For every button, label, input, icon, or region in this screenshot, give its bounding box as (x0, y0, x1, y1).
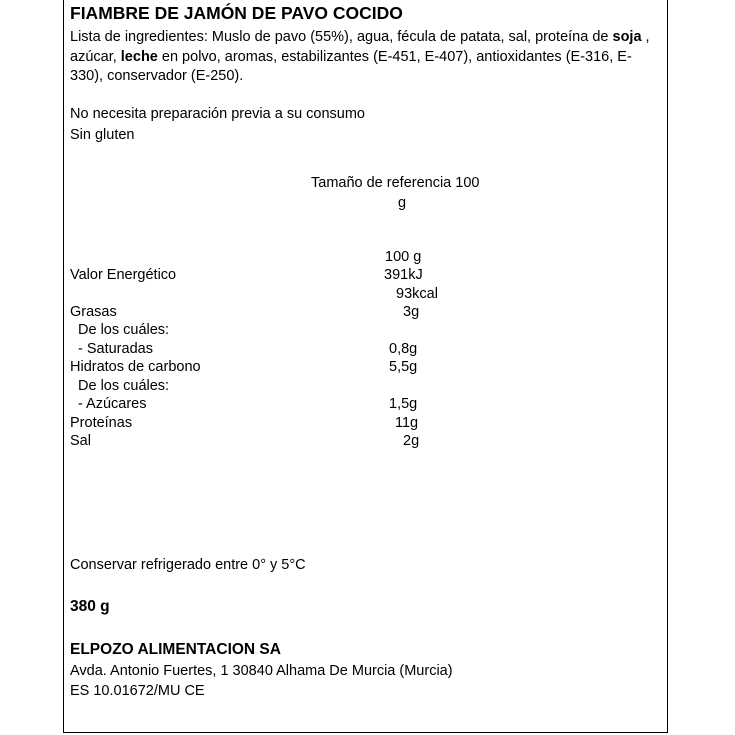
company-registry: ES 10.01672/MU CE (70, 683, 205, 699)
ingredients-suffix: en polvo, aromas, estabilizantes (E-451, E-407), antioxidantes (E-316, E-330), conservador (E-250). (70, 48, 632, 84)
nutrition-label-of-which-1: De los cuáles: (78, 322, 170, 338)
nutrition-value-fat: 3g (403, 304, 420, 320)
gluten-note: Sin gluten (70, 127, 135, 143)
nutrition-value-protein: 11g (395, 415, 419, 431)
allergen-milk: leche (120, 48, 158, 65)
nutrition-value-energy-kcal: 93kcal (396, 286, 438, 302)
nutrition-column-header: 100 g (385, 249, 422, 265)
nutrition-label-saturated: - Saturadas (78, 341, 153, 357)
storage-instructions: Conservar refrigerado entre 0° y 5°C (70, 557, 306, 573)
nutrition-label-of-which-2: De los cuáles: (78, 378, 170, 394)
net-weight: 380 g (70, 598, 110, 615)
preparation-note: No necesita preparación previa a su consumo (70, 106, 365, 122)
nutrition-value-carbs: 5,5g (389, 359, 418, 375)
nutrition-label-carbs: Hidratos de carbono (70, 359, 201, 375)
company-name: ELPOZO ALIMENTACION SA (70, 641, 281, 658)
nutrition-label-fat: Grasas (70, 304, 117, 320)
allergen-soy: soja (612, 29, 642, 45)
nutrition-value-sugars: 1,5g (389, 396, 418, 412)
company-address: Avda. Antonio Fuertes, 1 30840 Alhama De Murcia (Murcia) (70, 663, 453, 679)
nutrition-label-sugars: - Azúcares (78, 396, 147, 412)
ingredients-prefix: Lista de ingredientes: Muslo de pavo (55%), agua, fécula de patata, sal, proteína de (70, 29, 613, 45)
ingredients-mid: , azúcar, (70, 29, 650, 65)
nutrition-value-saturated: 0,8g (389, 341, 418, 357)
product-title: FIAMBRE DE JAMÓN DE PAVO COCIDO (70, 3, 403, 23)
reference-size-line2: g (398, 195, 407, 211)
ingredients-list (70, 28, 655, 87)
nutrition-label-protein: Proteínas (70, 415, 133, 431)
nutrition-label-salt: Sal (70, 433, 91, 449)
nutrition-label-energy: Valor Energético (70, 267, 177, 283)
nutrition-value-energy-kj: 391kJ (384, 267, 423, 283)
nutrition-value-salt: 2g (403, 433, 420, 449)
reference-size-line1: Tamaño de referencia 100 (311, 175, 480, 191)
